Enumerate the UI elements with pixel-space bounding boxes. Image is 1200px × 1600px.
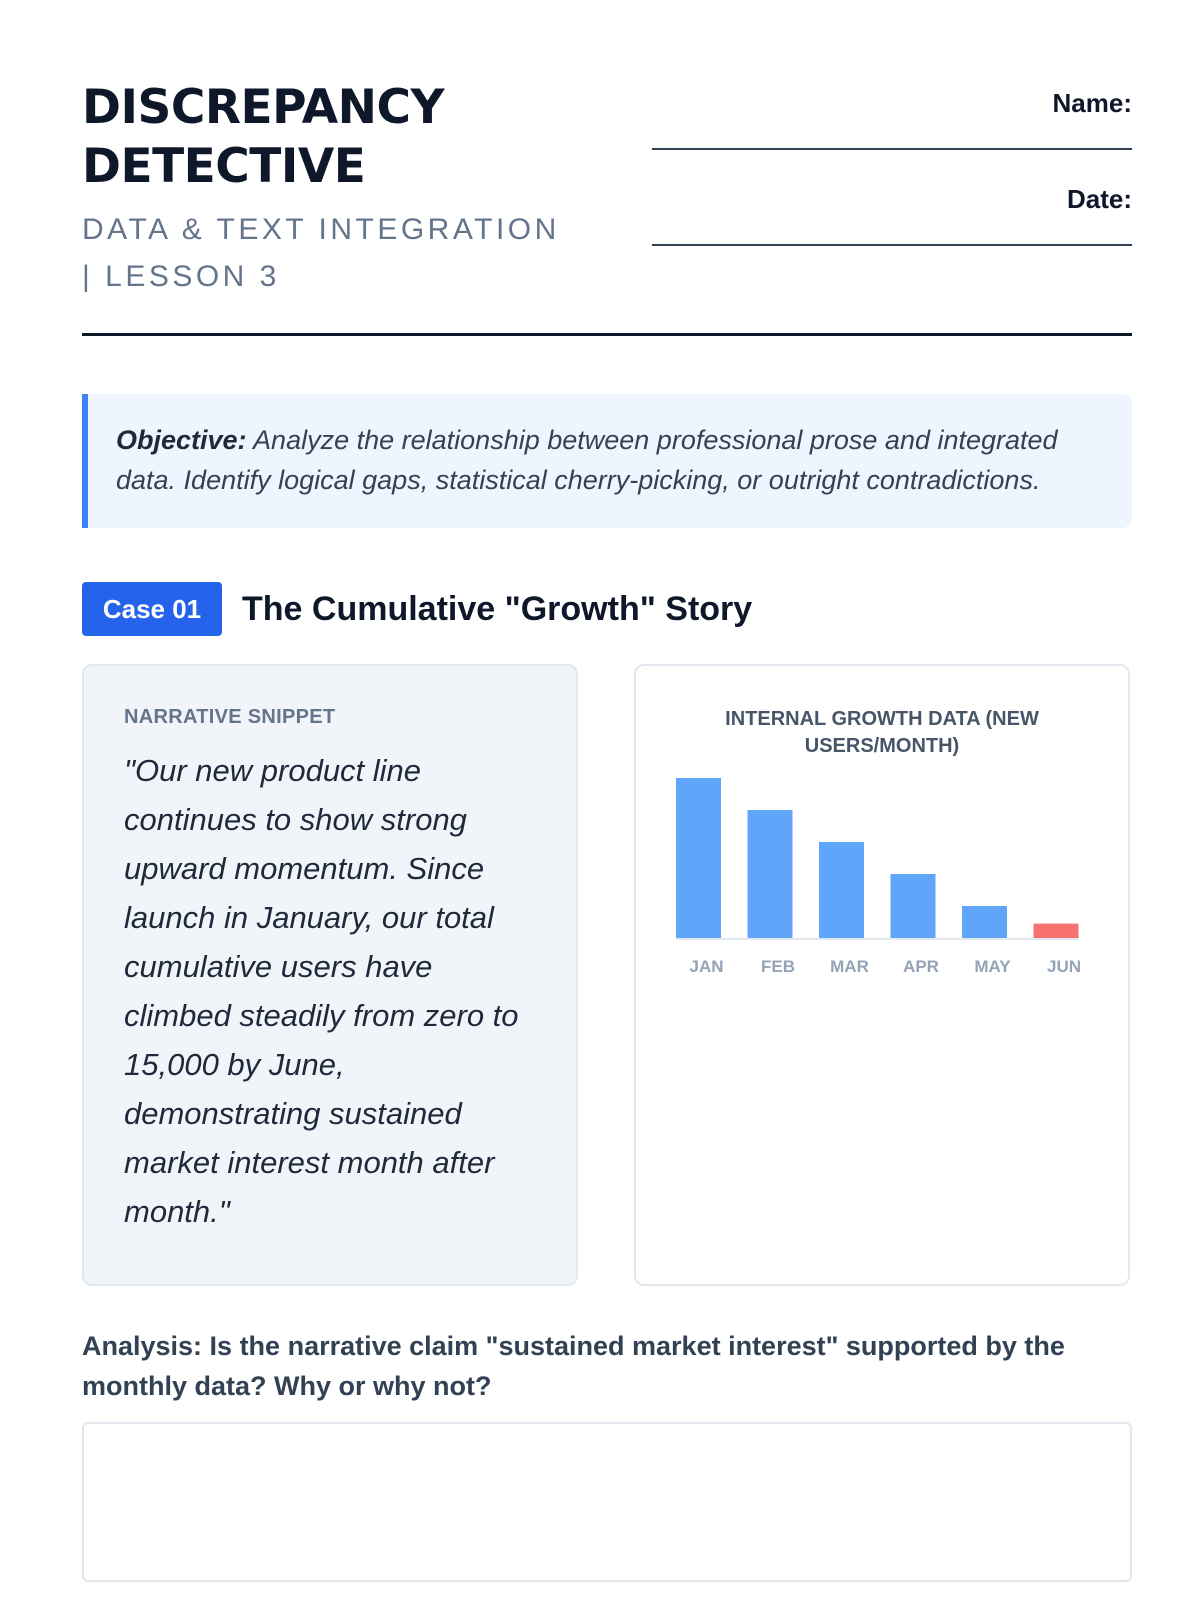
bar-apr (891, 874, 936, 938)
bar-feb (748, 810, 793, 938)
bar-jun (1034, 924, 1079, 938)
bar-jan (676, 778, 721, 938)
bar-chart (636, 666, 1132, 1288)
tick-label-mar: MAR (830, 957, 869, 976)
date-field[interactable] (652, 244, 1132, 246)
case-title: The Cumulative "Growth" Story (242, 590, 753, 628)
narrative-label: NARRATIVE SNIPPET (124, 706, 336, 728)
chart-title: INTERNAL GROWTH DATA (NEW USERS/MONTH) (725, 708, 1039, 757)
name-field[interactable] (652, 148, 1132, 150)
case-badge: Case 01 (82, 582, 222, 636)
objective-label: Objective: (116, 425, 247, 455)
tick-label-feb: FEB (761, 957, 795, 976)
objective-text: Analyze the relationship between professional prose and integrated data. Identify logical gaps, statistical cherry-picking, or outright contradictions. (116, 425, 1058, 495)
tick-label-apr: APR (903, 957, 939, 976)
tick-label-jun: JUN (1046, 957, 1082, 976)
narrative-card (82, 664, 578, 1286)
worksheet-header (82, 78, 1132, 336)
tick-label-jan: JAN (689, 957, 724, 976)
date-label: Date: (1066, 184, 1132, 214)
analysis-answer-field[interactable] (82, 1422, 1132, 1582)
objective-callout (82, 394, 1132, 528)
bar-mar (819, 842, 864, 938)
chart-card (634, 664, 1130, 1286)
student-fields (652, 88, 1132, 280)
tick-label-may: MAY (974, 957, 1011, 976)
name-label: Name: (1052, 88, 1132, 118)
analysis-question: Analysis: Is the narrative claim "sustained market interest" supported by the monthly data? Why or why not? (82, 1331, 1065, 1401)
bar-may (962, 906, 1007, 938)
worksheet-title: DISCREPANCY DETECTIVE (82, 80, 445, 194)
narrative-text: "Our new product line continues to show strong upward momentum. Since launch in January, our total cumulative users have climbed steadily from zero to 15,000 by June, demonstrating sustained market interest month after month." (124, 753, 519, 1229)
worksheet-subtitle: DATA & TEXT INTEGRATION | LESSON 3 (82, 213, 560, 293)
